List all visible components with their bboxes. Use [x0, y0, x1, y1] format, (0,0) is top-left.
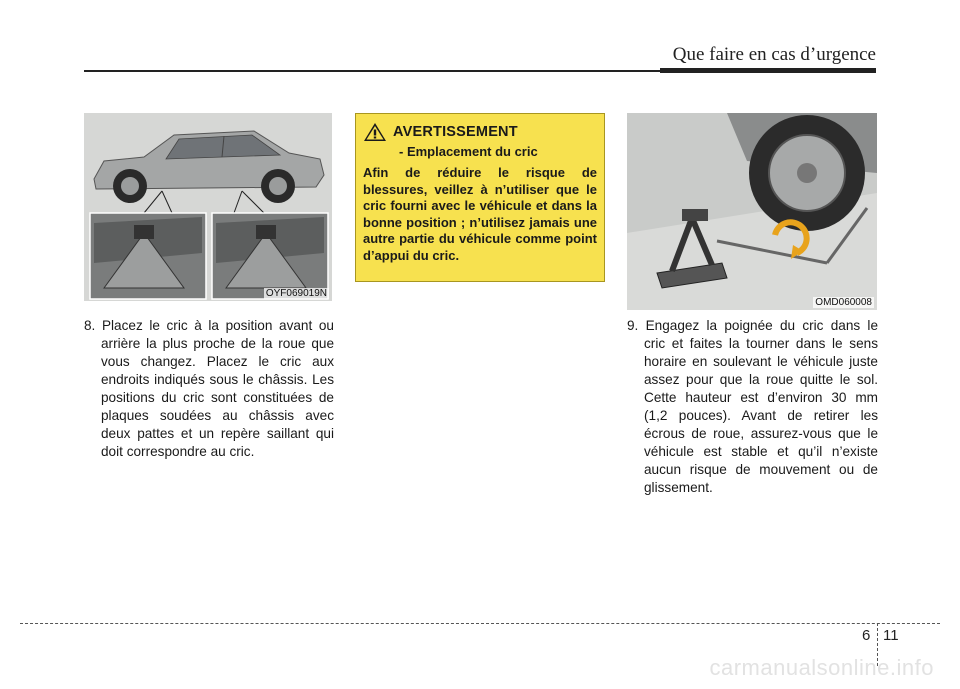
- figure-code: OMD060008: [815, 297, 872, 308]
- watermark: carmanualsonline.info: [709, 655, 934, 680]
- step-8-paragraph: [84, 317, 334, 461]
- jack-illustration: [627, 113, 877, 310]
- step-9-text: [627, 317, 878, 497]
- header-rule: [84, 70, 662, 72]
- step-number: 8.: [84, 318, 96, 333]
- chapter-number: 6: [862, 627, 871, 644]
- footer-rule: [20, 623, 940, 624]
- car-illustration: [84, 113, 332, 301]
- figure-code: OYF069019N: [265, 288, 327, 299]
- figure-jack-operation: [627, 113, 877, 310]
- header-rule-thick: [660, 68, 876, 73]
- figure-jack-points: [84, 113, 332, 301]
- step-9-body: Engagez la poignée du cric dans le cric et faites la tourner dans le sens horaire en soulevant le véhicule juste assez pour que la roue quitte le sol. Cette hauteur est d’environ 30 mm (1,2 pouces). Avant de retirer les écrous de roue, assurez-vous que le véhicule est stable et qu’il n’existe aucun risque de mouvement ou de glissement.: [644, 318, 878, 495]
- warning-box: [355, 113, 605, 282]
- warning-icon: [363, 122, 387, 142]
- page-number: 11: [883, 627, 899, 644]
- warning-subtitle: - Emplacement du cric: [399, 144, 538, 159]
- step-number: 9.: [627, 318, 639, 333]
- step-8-text: [84, 317, 334, 461]
- warning-title: AVERTISSEMENT: [393, 124, 518, 140]
- warning-header: [363, 122, 597, 142]
- step-8-body: Placez le cric à la position avant ou arrière la plus proche de la roue que vous changez. Placez le cric aux endroits indiqués sous le châssis. Les positions du cric sont constituées de plaques soudées au châssis avec deux pattes et un repère saillant qui doit correspondre au cric.: [101, 318, 334, 459]
- warning-body: Afin de réduire le risque de blessures, veillez à n’utiliser que le cric fourni avec le véhicule et dans la bonne position ; n’utilisez jamais une autre partie du véhicule comme point d’appui du cric.: [363, 165, 597, 263]
- step-9-paragraph: [627, 317, 878, 497]
- running-header: Que faire en cas d’urgence: [672, 44, 876, 65]
